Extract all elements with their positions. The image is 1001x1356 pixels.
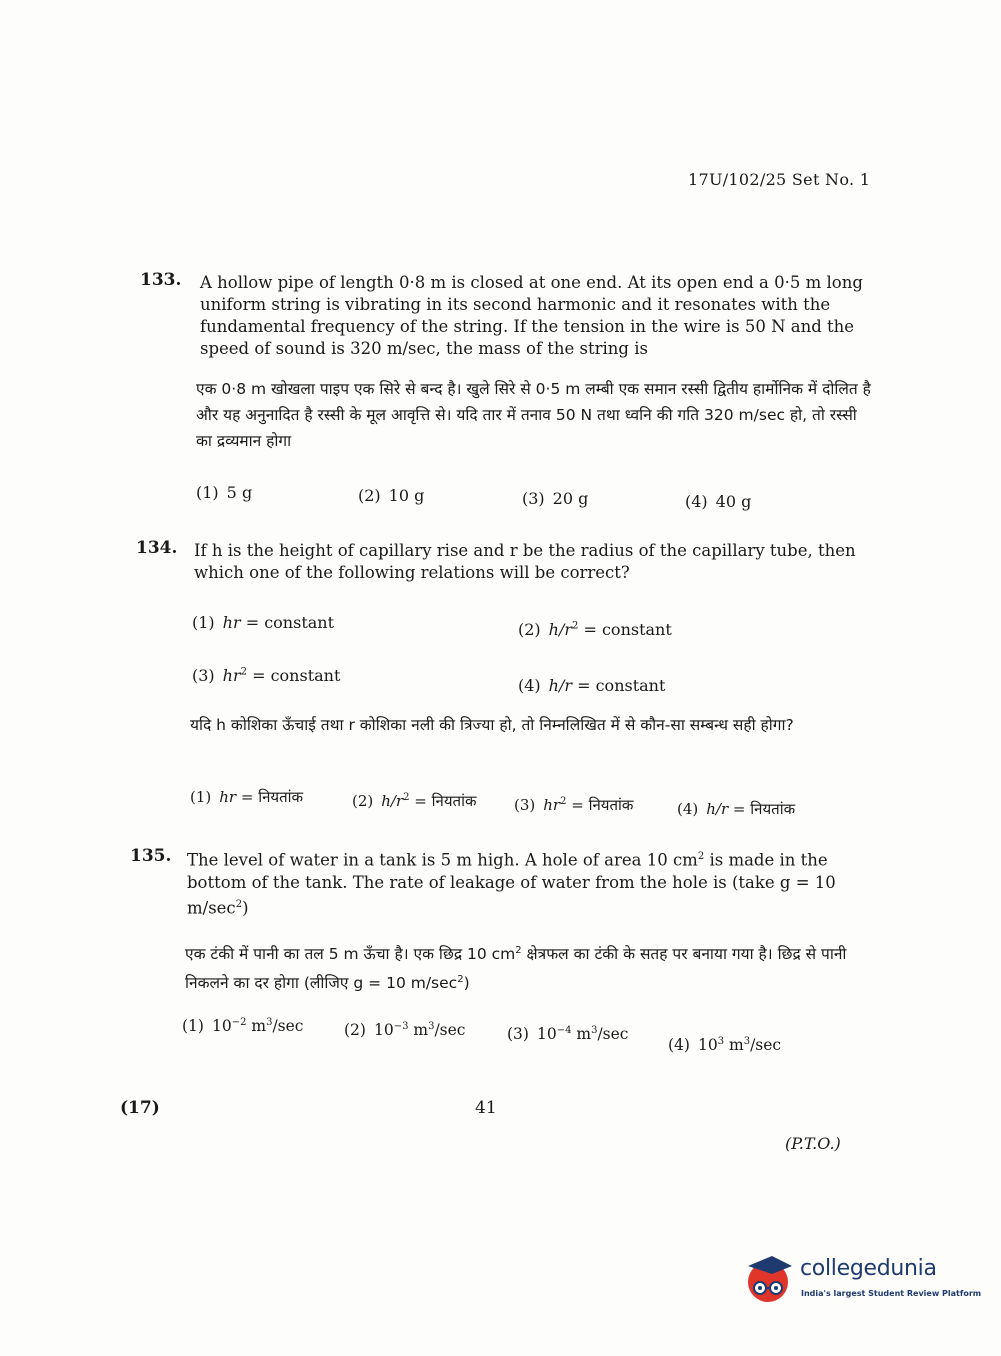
question-number: 134. bbox=[136, 538, 178, 558]
option-exponent: −3 bbox=[393, 1021, 409, 1032]
option-unit-tail: /sec bbox=[434, 1021, 466, 1040]
option-number: (3) bbox=[192, 666, 215, 685]
question-exponent: 2 bbox=[515, 945, 522, 956]
option bbox=[518, 676, 665, 695]
option-number: (2) bbox=[344, 1021, 366, 1040]
brand-tagline: India's largest Student Review Platform bbox=[801, 1289, 982, 1298]
option-base: 10 bbox=[373, 1021, 394, 1040]
option-unit: m bbox=[246, 1017, 267, 1036]
option-text: = constant bbox=[240, 613, 335, 632]
question-text-hindi: एक 0·8 m खोखला पाइप एक सिरे से बन्द है। खुले सिरे से 0·5 m लम्बी एक समान रस्सी द्वितीय हार्मोनिक में दोलित है और यह अनुनादित है रस्सी के मूल आवृत्ति से। यदि तार में तनाव 50 N तथा ध्वनि की गति 320 m/sec हो, तो रस्सी का द्रव्यमान होगा bbox=[196, 380, 871, 450]
option-text: = नियतांक bbox=[728, 800, 796, 818]
option-text: = नियतांक bbox=[409, 792, 477, 810]
option-exponent: 3 bbox=[717, 1036, 725, 1047]
option bbox=[514, 795, 633, 815]
option bbox=[344, 1021, 465, 1039]
option-exponent: 2 bbox=[572, 620, 579, 632]
paper-set-code: 17U/102/25 Set No. 1 bbox=[688, 170, 871, 189]
option-exponent: 2 bbox=[403, 792, 410, 803]
brand-name: collegedunia bbox=[800, 1256, 937, 1281]
option-exponent: −2 bbox=[231, 1017, 247, 1028]
option bbox=[685, 492, 751, 511]
question-text-part: एक टंकी में पानी का तल 5 m ऊँचा है। एक छिद्र 10 cm bbox=[185, 945, 516, 964]
booklet-number: (17) bbox=[120, 1098, 160, 1118]
option-expression: hr bbox=[222, 613, 241, 632]
option bbox=[192, 613, 334, 632]
mascot-icon bbox=[742, 1252, 794, 1306]
option-text: = नियतांक bbox=[566, 796, 634, 814]
option-expression: h/r bbox=[381, 792, 404, 810]
option bbox=[507, 1025, 628, 1043]
option-number: (4) bbox=[677, 800, 699, 818]
question-text-part: क्षेत्रफल का टंकी के सतह पर बनाया गया है। छिद्र से पानी निकलने का दर होगा (लीजिए g = 10 m/sec bbox=[185, 945, 847, 993]
option bbox=[352, 791, 477, 811]
question-text-part: is made in the bottom of the tank. The rate of leakage of water from the hole is (take g = 10 m/sec bbox=[187, 850, 836, 917]
option-exponent: −4 bbox=[556, 1025, 572, 1036]
option bbox=[668, 1036, 781, 1054]
question-text-hindi: यदि h कोशिका ऊँचाई तथा r कोशिका नली की त्रिज्या हो, तो निम्नलिखित में से कौन-सा सम्बन्ध सही होगा? bbox=[190, 716, 794, 734]
option-unit: m bbox=[408, 1021, 429, 1040]
question-text-part: The level of water in a tank is 5 m high. A hole of area 10 cm bbox=[187, 850, 698, 870]
option-expression: h/r bbox=[706, 800, 729, 818]
option-unit-exponent: 3 bbox=[591, 1025, 598, 1036]
question-number: 133. bbox=[140, 270, 182, 290]
option-exponent: 2 bbox=[560, 796, 567, 807]
option bbox=[182, 1017, 303, 1035]
option-text: = नियतांक bbox=[236, 788, 304, 806]
option-number: (2) bbox=[518, 620, 541, 639]
question-text-part: ) bbox=[242, 898, 249, 917]
option-exponent: 2 bbox=[240, 666, 247, 678]
option bbox=[677, 799, 795, 819]
option-number: (1) bbox=[192, 613, 215, 632]
option bbox=[196, 483, 252, 502]
option-expression: hr bbox=[222, 666, 241, 685]
option-number: (4) bbox=[518, 676, 541, 695]
question-exponent: 2 bbox=[697, 851, 705, 862]
option-base: 10 bbox=[211, 1017, 232, 1036]
question-text-part: ) bbox=[463, 974, 470, 993]
option-text: = constant bbox=[578, 620, 672, 639]
option-unit-exponent: 3 bbox=[743, 1036, 751, 1047]
option-unit-exponent: 3 bbox=[266, 1017, 273, 1028]
option-unit: m bbox=[724, 1036, 744, 1055]
option-expression: hr bbox=[219, 788, 237, 806]
option-text: = constant bbox=[247, 666, 341, 685]
option-unit: m bbox=[571, 1025, 592, 1044]
option bbox=[518, 620, 672, 639]
option-text: 5 g bbox=[226, 483, 253, 502]
question-text-hindi bbox=[185, 938, 865, 996]
option-number: (1) bbox=[190, 788, 212, 806]
question-exponent: 2 bbox=[235, 898, 243, 910]
page-number: 41 bbox=[475, 1098, 497, 1118]
option-number: (2) bbox=[358, 486, 381, 505]
option-expression: h/r bbox=[548, 676, 573, 695]
option-base: 10 bbox=[536, 1025, 557, 1044]
option-number: (4) bbox=[668, 1036, 690, 1055]
pto-note: (P.T.O.) bbox=[785, 1134, 841, 1153]
question-text-english: A hollow pipe of length 0·8 m is closed at one end. At its open end a 0·5 m long uniform string is vibrating in its second harmonic and it resonates with the fundamental frequency of the string. If the tension in the wire is 50 N and the speed of sound is 320 m/sec, the mass of the string is bbox=[200, 273, 863, 358]
option-text: 10 g bbox=[388, 486, 425, 505]
option-number: (3) bbox=[507, 1025, 529, 1044]
option bbox=[192, 666, 340, 685]
collegedunia-logo bbox=[742, 1250, 982, 1310]
question-exponent: 2 bbox=[457, 974, 464, 986]
option-expression: h/r bbox=[548, 620, 573, 639]
option-base: 10 bbox=[697, 1036, 718, 1055]
option-unit-tail: /sec bbox=[597, 1025, 629, 1044]
question-text-english: If h is the height of capillary rise and r be the radius of the capillary tube, then which one of the following relations will be correct? bbox=[194, 541, 856, 582]
option-text: 20 g bbox=[552, 489, 589, 508]
option-number: (3) bbox=[514, 796, 536, 814]
option-unit-tail: /sec bbox=[272, 1017, 304, 1036]
option-number: (3) bbox=[522, 489, 545, 508]
option-number: (1) bbox=[196, 483, 219, 502]
question-text-english bbox=[187, 846, 855, 919]
option-number: (4) bbox=[685, 492, 708, 511]
option bbox=[190, 787, 303, 807]
option bbox=[358, 486, 424, 505]
option-expression: hr bbox=[543, 796, 561, 814]
option-text: 40 g bbox=[715, 492, 752, 511]
question-number: 135. bbox=[130, 846, 172, 866]
option bbox=[522, 489, 588, 508]
option-number: (1) bbox=[182, 1017, 204, 1036]
option-unit-tail: /sec bbox=[750, 1036, 782, 1055]
option-text: = constant bbox=[572, 676, 666, 695]
option-number: (2) bbox=[352, 792, 374, 810]
option-unit-exponent: 3 bbox=[428, 1021, 435, 1032]
